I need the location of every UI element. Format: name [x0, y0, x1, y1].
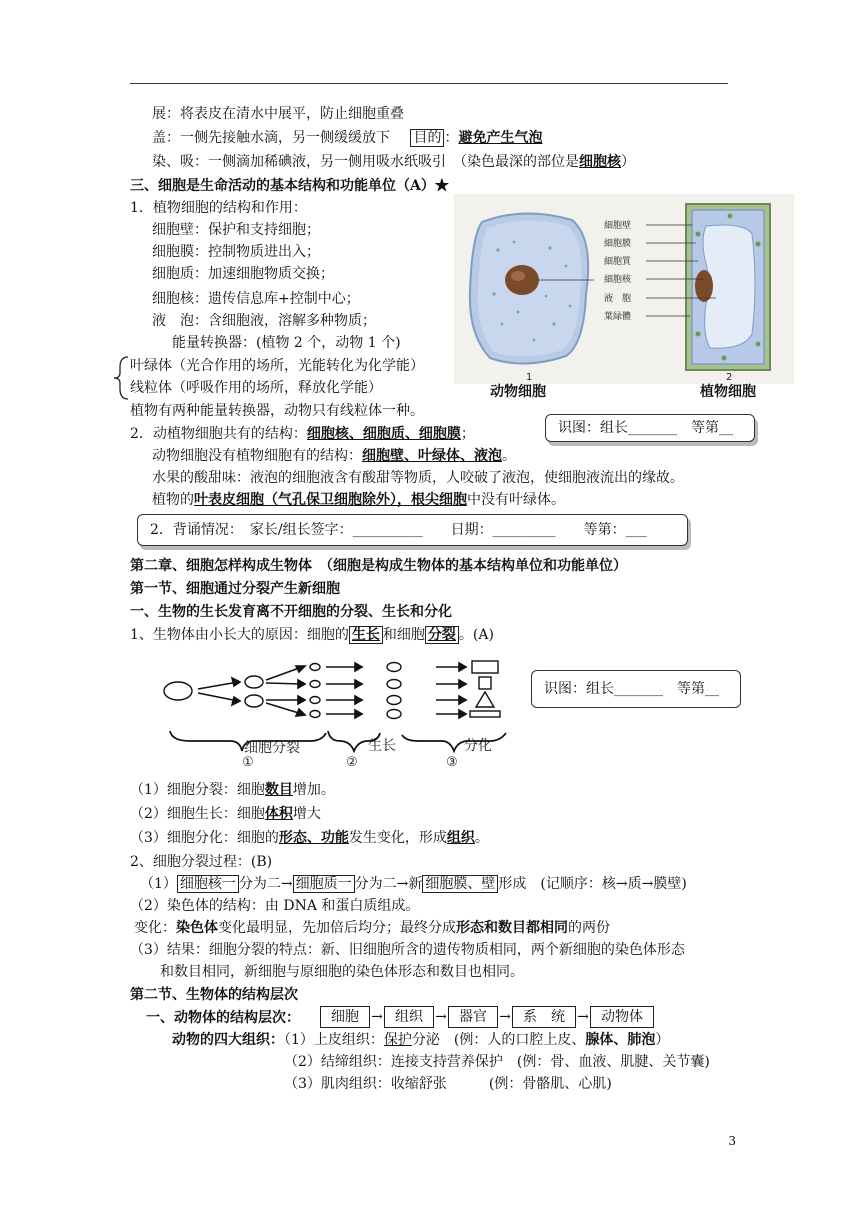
cytoplasm-text: 细胞质：加速细胞物质交换；	[152, 266, 334, 282]
label-nucleus: 細胞核	[604, 275, 632, 285]
label-differentiation: 分化	[464, 738, 492, 754]
number-2: ②	[346, 755, 358, 770]
hierarchy-animal: 动物体	[590, 1006, 654, 1028]
text-spread: 展：将表皮在清水中展平，防止细胞重叠	[152, 106, 404, 122]
chapter-2-title: 第二章、细胞怎样构成生物体 （细胞是构成生物体的基本结构单位和功能单位）	[130, 558, 627, 574]
section-2-title: 第二节、生物体的结构层次	[130, 987, 298, 1003]
caption-animal-cell: 动物细胞	[490, 384, 546, 400]
label-growth: 生长	[368, 738, 396, 754]
section-1-title: 第一节、细胞通过分裂产生新细胞	[130, 581, 340, 597]
no-chloroplast-text: 植物的叶表皮细胞（气孔保卫细胞除外），根尖细胞中没有叶绿体。	[152, 492, 565, 508]
nucleus-text: 细胞核：遗传信息库+控制中心；	[152, 291, 360, 307]
hierarchy-organ: 器官	[448, 1006, 498, 1028]
cell-diagram	[454, 194, 794, 384]
division-process-steps: （1） 细胞核一 分为二→ 细胞质一 分为二→新 细胞膜、壁 形成 (记顺序：核→质→膜壁)	[140, 876, 687, 892]
section-1-subtitle: 一、生物的生长发育离不开细胞的分裂、生长和分化	[130, 604, 452, 620]
number-3: ③	[446, 755, 458, 770]
label-cytoplasm: 細胞質	[604, 257, 632, 267]
muscle-tissue-text: （3）肌肉组织：收缩舒张 (例：骨骼肌、心肌)	[284, 1076, 612, 1092]
caption-plant-cell: 植物细胞	[700, 384, 756, 400]
hierarchy-cell: 细胞	[320, 1006, 370, 1028]
differentiation-item-3: （3）细胞分化：细胞的形态、功能发生变化，形成组织。	[130, 830, 489, 846]
number-1: ①	[242, 755, 254, 770]
header-rule	[130, 83, 728, 84]
division-result-text: （3）结果：细胞分裂的特点：新、旧细胞所含的遗传物质相同，两个新细胞的染色体形态	[130, 942, 685, 958]
epithelial-tissue-text: 动物的四大组织：（1）上皮组织：保护分泌 (例：人的口腔上皮、腺体、肺泡）	[172, 1032, 670, 1048]
fruit-taste-text: 水果的酸甜味：液泡的细胞液含有酸甜等物质，人咬破了液泡，使细胞液流出的缘故。	[152, 470, 684, 486]
mitochondria-text: 线粒体（呼吸作用的场所，释放化学能）	[130, 380, 382, 396]
heading-section-3: 三、细胞是生命活动的基本结构和功能单位（A）★	[130, 178, 449, 194]
connective-tissue-text: （2）结缔组织：连接支持营养保护 (例：骨、血液、肌腱、关节囊)	[284, 1054, 710, 1070]
label-cell-division: 细胞分裂	[244, 740, 300, 756]
energy-converter-text: 能量转换器：(植物 2 个，动物 1 个)	[172, 335, 401, 351]
recite-status-box: 2．背诵情况： 家长/组长签字：__________ 日期：_________ 等第：___	[137, 514, 688, 546]
hierarchy-tissue: 组织	[384, 1006, 434, 1028]
hierarchy-system: 系 统	[512, 1006, 576, 1028]
label-cell-wall: 細胞壁	[604, 221, 632, 231]
hierarchy-flow: 细胞 → 组织 → 器官 → 系 统 → 动物体	[320, 1006, 654, 1028]
label-vacuole: 液 胞	[604, 294, 632, 304]
plant-cell-structure-title: 1．植物细胞的结构和作用：	[130, 200, 307, 216]
brace-icon	[112, 355, 130, 401]
cell-membrane-text: 细胞膜：控制物质进出入；	[152, 244, 320, 260]
division-process-title: 2、细胞分裂过程：(B)	[130, 854, 273, 870]
chromosome-structure-text: （2）染色体的结构：由 DNA 和蛋白质组成。	[130, 898, 420, 914]
animal-missing-text: 动物细胞没有植物细胞有的结构：细胞壁、叶绿体、液泡。	[152, 448, 516, 464]
text-cover: 盖：一侧先接触水滴，另一侧缓缓放下 目的 ：避免产生气泡	[152, 130, 543, 146]
growth-reason-text: 1、生物体由小长大的原因：细胞的 生长 和细胞 分裂 。(A)	[130, 627, 494, 643]
text-stain: 染、吸：一侧滴加稀碘液，另一侧用吸水纸吸引 （染色最深的部位是细胞核）	[152, 154, 635, 170]
energy-summary-text: 植物有两种能量转换器，动物只有线粒体一种。	[130, 403, 424, 419]
growth-item-2: （2）细胞生长：细胞体积增大	[130, 806, 321, 822]
cell-wall-text: 细胞壁：保护和支持细胞；	[152, 222, 320, 238]
recognize-box-2: 识图：组长_______ 等第__	[531, 670, 741, 708]
common-structures-text: 2．动植物细胞共有的结构：细胞核、细胞质、细胞膜；	[130, 426, 475, 442]
recognize-box-1: 识图：组长_______ 等第__	[545, 414, 755, 442]
page-number: 3	[728, 1134, 736, 1148]
label-cell-membrane: 細胞膜	[604, 239, 632, 249]
division-result-text-cont: 和数目相同，新细胞与原细胞的染色体形态和数目也相同。	[160, 964, 524, 980]
label-chloroplast: 葉緑體	[604, 312, 632, 322]
vacuole-text: 液 泡：含细胞液，溶解多种物质；	[152, 313, 376, 329]
figure-number-1: 1	[526, 372, 533, 383]
cell-division-diagram	[150, 655, 530, 770]
division-item-1: （1）细胞分裂：细胞数目增加。	[130, 782, 335, 798]
chloroplast-text: 叶绿体（光合作用的场所，光能转化为化学能）	[130, 358, 424, 374]
chromosome-change-text: 变化：染色体变化最明显，先加倍后均分；最终分成形态和数目都相同的两份	[134, 920, 610, 936]
animal-hierarchy-title: 一、动物体的结构层次：	[146, 1010, 300, 1026]
figure-number-2: 2	[726, 372, 733, 383]
